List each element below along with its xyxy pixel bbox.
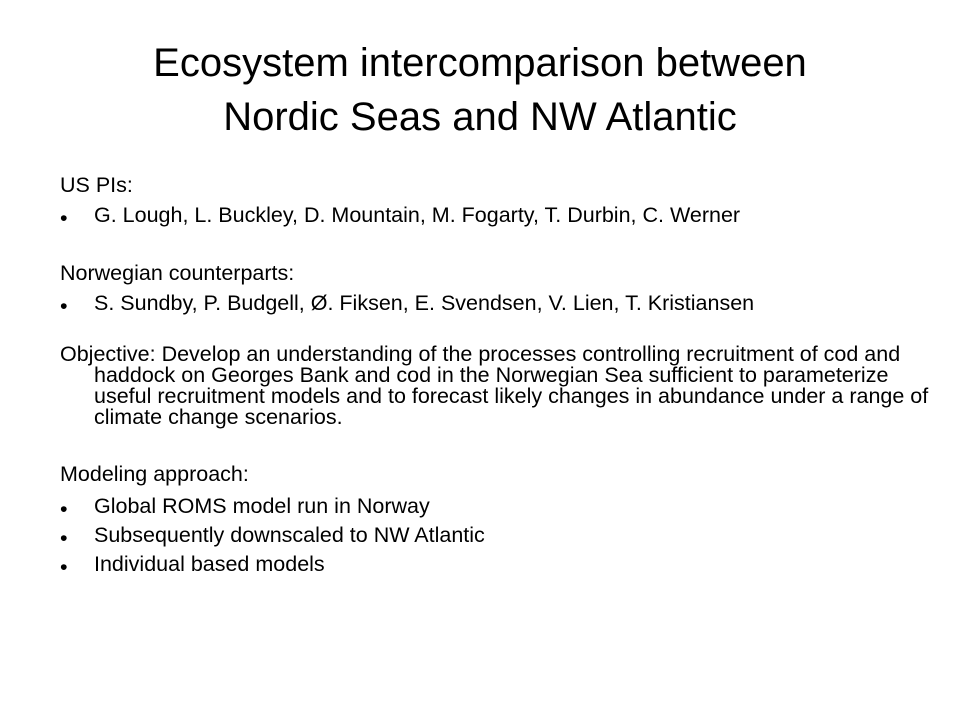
bullet-icon: •	[60, 526, 68, 550]
slide-title	[40, 36, 920, 144]
modeling-item-text: Subsequently downscaled to NW Atlantic	[94, 523, 485, 547]
norwegian-counterparts-heading: Norwegian counterparts:	[60, 261, 295, 285]
modeling-list-item	[60, 494, 930, 521]
bullet-icon: •	[60, 206, 68, 230]
us-pis-list-item	[60, 203, 930, 230]
norwegian-list-item	[60, 291, 930, 318]
slide-title-line-2: Nordic Seas and NW Atlantic	[223, 95, 737, 139]
bullet-icon: •	[60, 497, 68, 521]
modeling-list-item	[60, 523, 930, 550]
bullet-icon: •	[60, 294, 68, 318]
modeling-item-text: Global ROMS model run in Norway	[94, 494, 430, 518]
slide-body	[60, 172, 930, 579]
us-pis-names: G. Lough, L. Buckley, D. Mountain, M. Fogarty, T. Durbin, C. Werner	[94, 203, 741, 227]
slide-title-line-1: Ecosystem intercomparison between	[153, 41, 807, 85]
bullet-icon: •	[60, 555, 68, 579]
modeling-approach-heading: Modeling approach:	[60, 462, 249, 486]
modeling-item-text: Individual based models	[94, 552, 325, 576]
norwegian-names: S. Sundby, P. Budgell, Ø. Fiksen, E. Svendsen, V. Lien, T. Kristiansen	[94, 291, 755, 315]
modeling-list-item	[60, 552, 930, 579]
objective-paragraph: Objective: Develop an understanding of the processes controlling recruitment of cod and haddock on Georges Bank and cod in the Norwegian Sea sufficient to parameterize useful recruitment models and to forecast likely changes in abundance under a range of climate change scenarios.	[60, 342, 929, 429]
us-pis-heading: US PIs:	[60, 173, 133, 197]
